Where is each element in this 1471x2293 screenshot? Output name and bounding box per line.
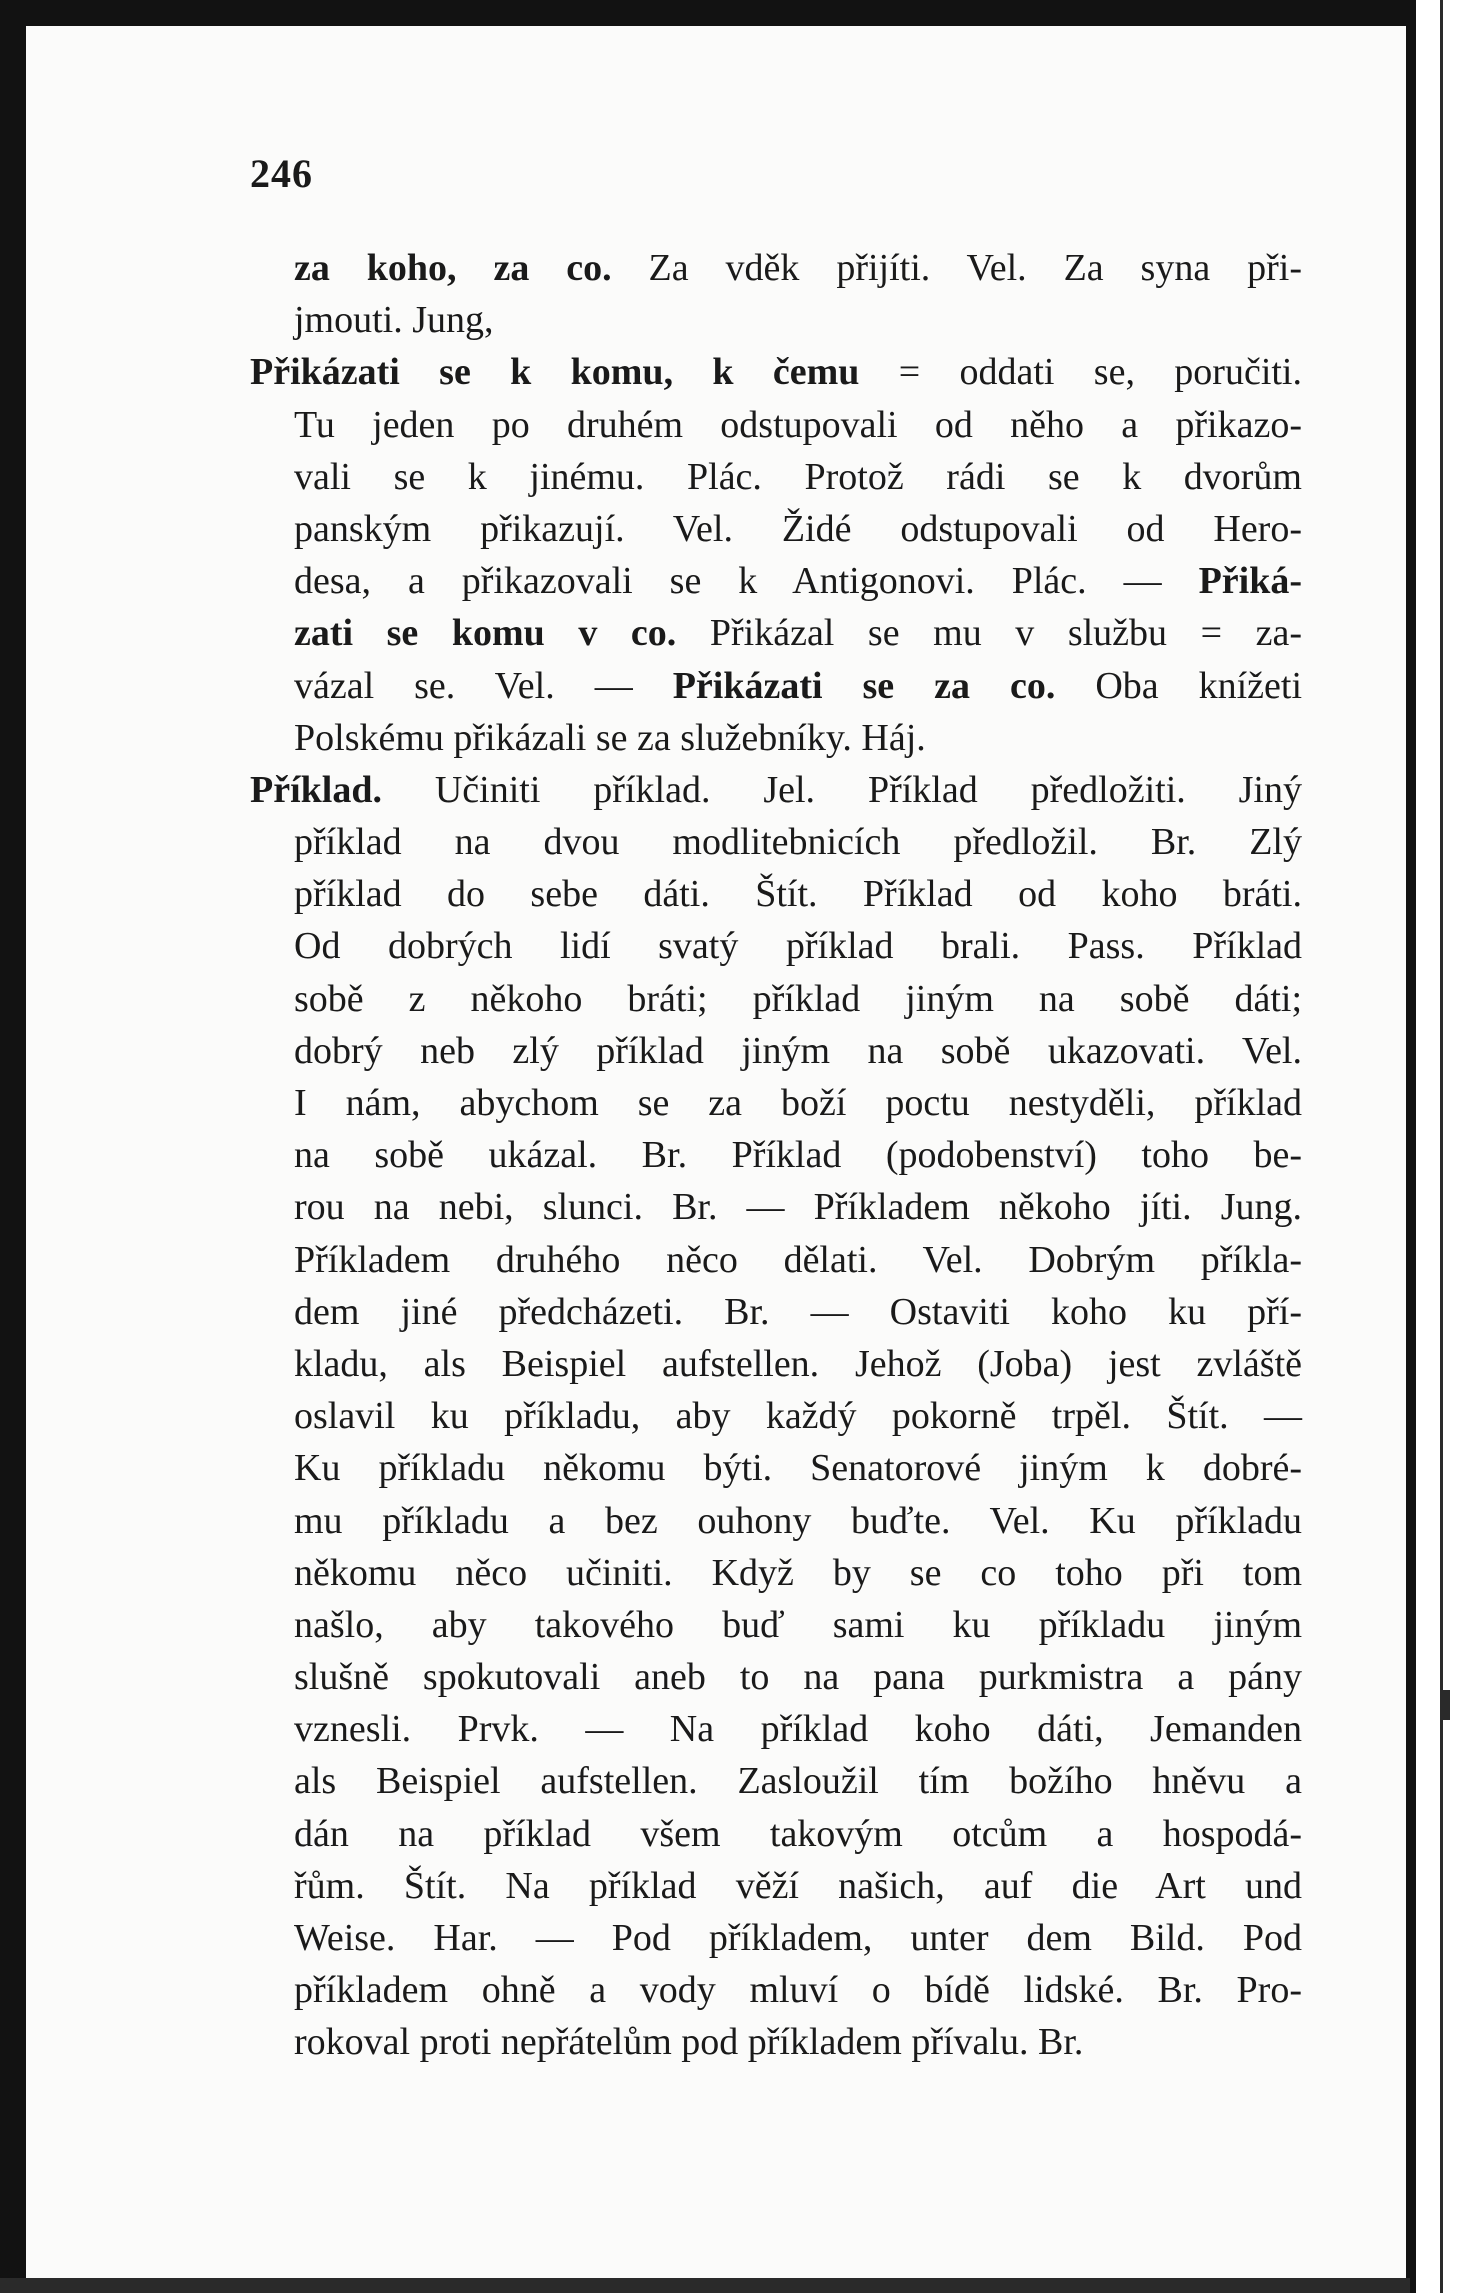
text-line bbox=[250, 1860, 1302, 1912]
text-segment: na sobě ukázal. Br. Příklad (podobenství) toho be- bbox=[294, 1134, 1302, 1177]
headword: zati se komu v co. bbox=[294, 612, 677, 655]
text-line bbox=[250, 399, 1302, 451]
text-segment: příklad na dvou modlitebnicích předložil. Br. Zlý bbox=[294, 821, 1302, 864]
text-line bbox=[250, 1442, 1302, 1494]
text-line bbox=[250, 1651, 1302, 1703]
text-line bbox=[250, 1338, 1302, 1390]
text-line bbox=[250, 712, 1302, 764]
text-segment: rokoval proti nepřátelům pod příkladem přívalu. Br. bbox=[294, 2021, 1084, 2064]
text-segment: příklad do sebe dáti. Štít. Příklad od koho bráti. bbox=[294, 873, 1302, 916]
text-line bbox=[250, 1077, 1302, 1129]
text-segment: Weise. Har. — Pod příkladem, unter dem Bild. Pod bbox=[294, 1917, 1302, 1959]
text-line bbox=[250, 1025, 1302, 1077]
text-line bbox=[250, 1234, 1302, 1286]
text-line bbox=[250, 1390, 1302, 1442]
text-segment: Učiniti příklad. Jel. Příklad předložiti. Jiný bbox=[381, 768, 1302, 811]
scan-edge-top bbox=[0, 0, 1410, 26]
text-line bbox=[250, 1181, 1302, 1233]
text-segment: Oba knížeti bbox=[1055, 664, 1303, 707]
text-line bbox=[250, 1912, 1302, 1964]
text-line bbox=[250, 346, 1302, 398]
text-line bbox=[250, 1286, 1302, 1338]
text-segment: příkladem ohně a vody mluví o bídě lidské. Br. Pro- bbox=[294, 1969, 1302, 2012]
text-line bbox=[250, 1129, 1302, 1181]
text-segment: vázal se. Vel. — bbox=[294, 664, 673, 707]
text-segment: Příkladem druhého něco dělati. Vel. Dobrým příkla- bbox=[294, 1238, 1302, 1281]
text-line bbox=[250, 1703, 1302, 1755]
headword: Příklad. bbox=[250, 768, 382, 811]
text-line bbox=[250, 973, 1302, 1025]
scan-edge-bottom bbox=[0, 2278, 1410, 2293]
text-segment: Přikázal se mu v službu = za- bbox=[676, 612, 1302, 655]
scan-edge-left bbox=[0, 0, 26, 2293]
text-segment: als Beispiel aufstellen. Zasloužil tím božího hněvu a bbox=[294, 1760, 1302, 1803]
text-segment: vali se k jinému. Plác. Protož rádi se k dvorům bbox=[294, 455, 1302, 498]
text-segment: dem jiné předcházeti. Br. — Ostaviti koho ku pří- bbox=[294, 1290, 1302, 1333]
scan-margin-right bbox=[1416, 0, 1471, 2293]
scan-binding-mark bbox=[1440, 1690, 1450, 1720]
text-line bbox=[250, 1547, 1302, 1599]
headword: Přiká- bbox=[1198, 560, 1302, 603]
text-segment: Od dobrých lidí svatý příklad brali. Pass. Příklad bbox=[294, 925, 1302, 968]
scan-binding-line bbox=[1440, 0, 1443, 2293]
text-segment: našlo, aby takového buď sami ku příkladu jiným bbox=[294, 1603, 1302, 1646]
text-segment: = oddati se, poručiti. bbox=[859, 351, 1302, 394]
text-line bbox=[250, 1808, 1302, 1860]
text-segment: jmouti. Jung, bbox=[294, 299, 494, 342]
text-line bbox=[250, 503, 1302, 555]
text-line bbox=[250, 242, 1302, 294]
text-segment: dobrý neb zlý příklad jiným na sobě ukazovati. Vel. bbox=[294, 1029, 1302, 1072]
text-segment: řům. Štít. Na příklad věží našich, auf die Art und bbox=[294, 1864, 1302, 1907]
text-segment: rou na nebi, slunci. Br. — Příkladem někoho jíti. Jung. bbox=[294, 1186, 1302, 1229]
text-segment: slušně spokutovali aneb to na pana purkmistra a pány bbox=[294, 1656, 1302, 1699]
text-line bbox=[250, 1599, 1302, 1651]
text-line bbox=[250, 1495, 1302, 1547]
scan-edge-right bbox=[1406, 0, 1416, 2293]
text-line bbox=[250, 451, 1302, 503]
text-segment: I nám, abychom se za boží poctu nestyděli, příklad bbox=[294, 1082, 1302, 1124]
text-line bbox=[250, 816, 1302, 868]
text-line bbox=[250, 660, 1302, 712]
text-line bbox=[250, 555, 1302, 607]
text-line bbox=[250, 920, 1302, 972]
headword: Přikázati se k komu, k čemu bbox=[250, 351, 860, 394]
text-segment: Za vděk přijíti. Vel. Za syna při- bbox=[611, 247, 1302, 289]
text-segment: Tu jeden po druhém odstupovali od něho a přikazo- bbox=[294, 403, 1302, 446]
text-segment: desa, a přikazovali se k Antigonovi. Plác. — bbox=[294, 560, 1199, 603]
text-segment: kladu, als Beispiel aufstellen. Jehož (Joba) jest zvláště bbox=[294, 1342, 1302, 1385]
text-segment: mu příkladu a bez ouhony buďte. Vel. Ku příkladu bbox=[294, 1499, 1302, 1542]
text-segment: oslavil ku příkladu, aby každý pokorně trpěl. Štít. — bbox=[294, 1395, 1302, 1438]
text-line bbox=[250, 607, 1302, 659]
text-line bbox=[250, 1964, 1302, 2016]
text-segment: někomu něco učiniti. Když by se co toho při tom bbox=[294, 1551, 1302, 1594]
headword: Přikázati se za co. bbox=[672, 664, 1056, 707]
text-line bbox=[250, 764, 1302, 816]
text-line bbox=[250, 1755, 1302, 1807]
text-segment: Ku příkladu někomu býti. Senatorové jiným k dobré- bbox=[294, 1447, 1302, 1490]
text-line bbox=[250, 294, 1302, 346]
text-segment: sobě z někoho bráti; příklad jiným na sobě dáti; bbox=[294, 977, 1302, 1020]
text-segment: dán na příklad všem takovým otcům a hospodá- bbox=[294, 1812, 1302, 1855]
text-segment: panským přikazují. Vel. Židé odstupovali od Hero- bbox=[294, 507, 1302, 550]
text-line bbox=[250, 868, 1302, 920]
text-segment: Polskému přikázali se za služebníky. Háj. bbox=[294, 716, 926, 759]
dictionary-text bbox=[250, 242, 1302, 2069]
text-line bbox=[250, 2016, 1302, 2068]
page-number: 246 bbox=[250, 151, 313, 196]
headword: za koho, za co. bbox=[294, 247, 612, 289]
text-segment: vznesli. Prvk. — Na příklad koho dáti, Jemanden bbox=[294, 1708, 1302, 1751]
